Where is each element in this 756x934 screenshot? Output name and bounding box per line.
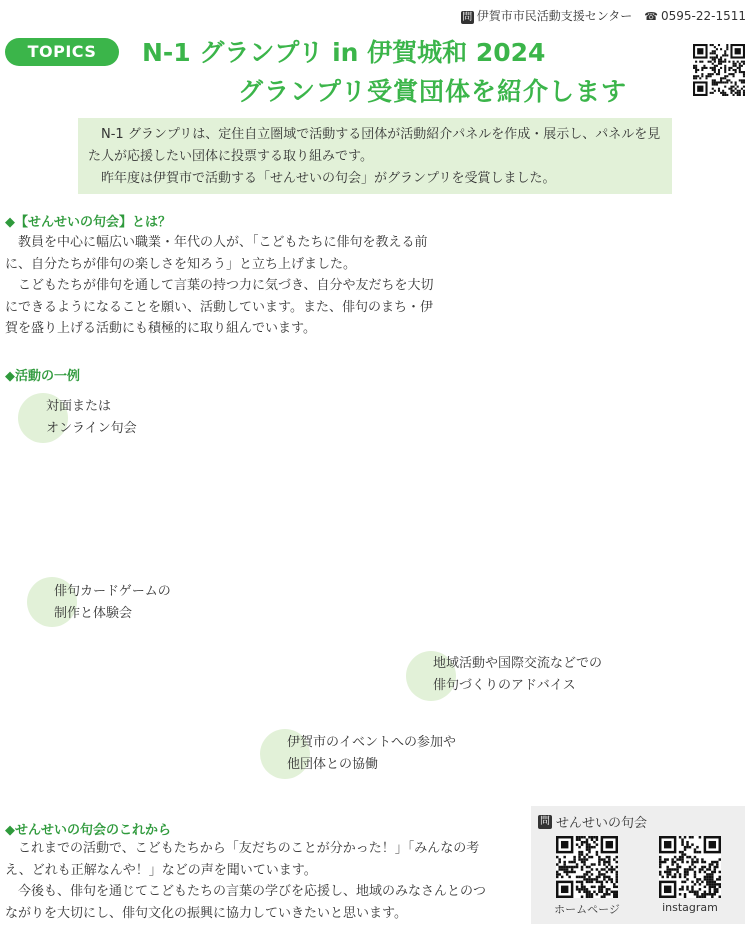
activity-item-3 [433,653,602,697]
header-contact [461,7,746,24]
future-heading: ◆せんせいの句会のこれから [5,823,171,838]
group-contact-box [531,806,745,924]
activity-1-line2: オンライン句会 [46,421,137,436]
phone-contact [644,9,746,23]
page-title-line2: グランプリ受賞団体を紹介します [238,77,628,106]
activity-1-line1: 対面または [46,399,112,414]
future-paragraph-1: これまでの活動で、こどもたちから「友だちのことが分かった！」「みんなの考え、どれも正解なんや！」などの声を聞いています。 [5,841,480,878]
instagram-qr-label: instagram [662,901,718,914]
about-body [5,232,439,340]
activity-item-2 [54,581,171,625]
page-title-line1: N-1 グランプリ in 伊賀城和 2024 [142,38,546,67]
org-contact [461,7,633,24]
future-body [5,838,497,924]
inquiry-icon: 問 [540,815,550,827]
qr-code-icon[interactable] [693,44,745,96]
instagram-qr-code-icon[interactable] [659,836,721,898]
homepage-qr-code-icon[interactable] [556,836,618,898]
activity-3-line1: 地域活動や国際交流などでの [433,656,603,671]
phone-icon: ☎ [644,9,658,23]
intro-paragraph-2: 昨年度は伊賀市で活動する「せんせいの句会」がグランプリを受賞しました。 [101,171,556,186]
activity-4-line2: 他団体との協働 [287,757,379,772]
activity-item-1 [46,396,137,440]
activity-3-line2: 俳句づくりのアドバイス [433,678,576,693]
homepage-qr-label: ホームページ [554,903,620,916]
group-name: せんせいの句会 [556,816,648,831]
intro-paragraph-1: N-1 グランプリは、定住自立圏域で活動する団体が活動紹介パネルを作成・展示し、パネルを見た人が応援したい団体に投票する取り組みです。 [88,127,661,164]
about-paragraph-2: こどもたちが俳句を通して言葉の持つ力に気づき、自分や友だちを大切にできるようになることを願い、活動しています。また、俳句のまち・伊賀を盛り上げる活動にも積極的に取り組んでいます。 [5,278,434,336]
activity-4-line1: 伊賀市のイベントへの参加や [287,735,457,750]
inquiry-icon: 問 [462,12,473,23]
future-paragraph-2: 今後も、俳句を通じてこどもたちの言葉の学びを応援し、地域のみなさんとのつながりを大切にし、俳句文化の振興に協力していきたいと思います。 [5,884,487,921]
topics-badge: TOPICS [5,38,119,66]
intro-box [78,118,672,194]
group-contact-title [538,812,647,831]
activity-2-line1: 俳句カードゲームの [54,584,171,599]
about-paragraph-1: 教員を中心に幅広い職業・年代の人が、「こどもたちに俳句を教える前に、自分たちが俳句の楽しさを知ろう」と立ち上げました。 [5,235,428,272]
activity-item-4 [287,732,456,776]
phone-number: 0595-22-1511 [660,8,746,23]
activities-heading: ◆活動の一例 [5,369,80,384]
org-name: 伊賀市市民活動支援センター [476,9,633,23]
about-heading: ◆【せんせいの句会】とは？ [5,215,171,230]
activity-2-line2: 制作と体験会 [54,606,133,621]
